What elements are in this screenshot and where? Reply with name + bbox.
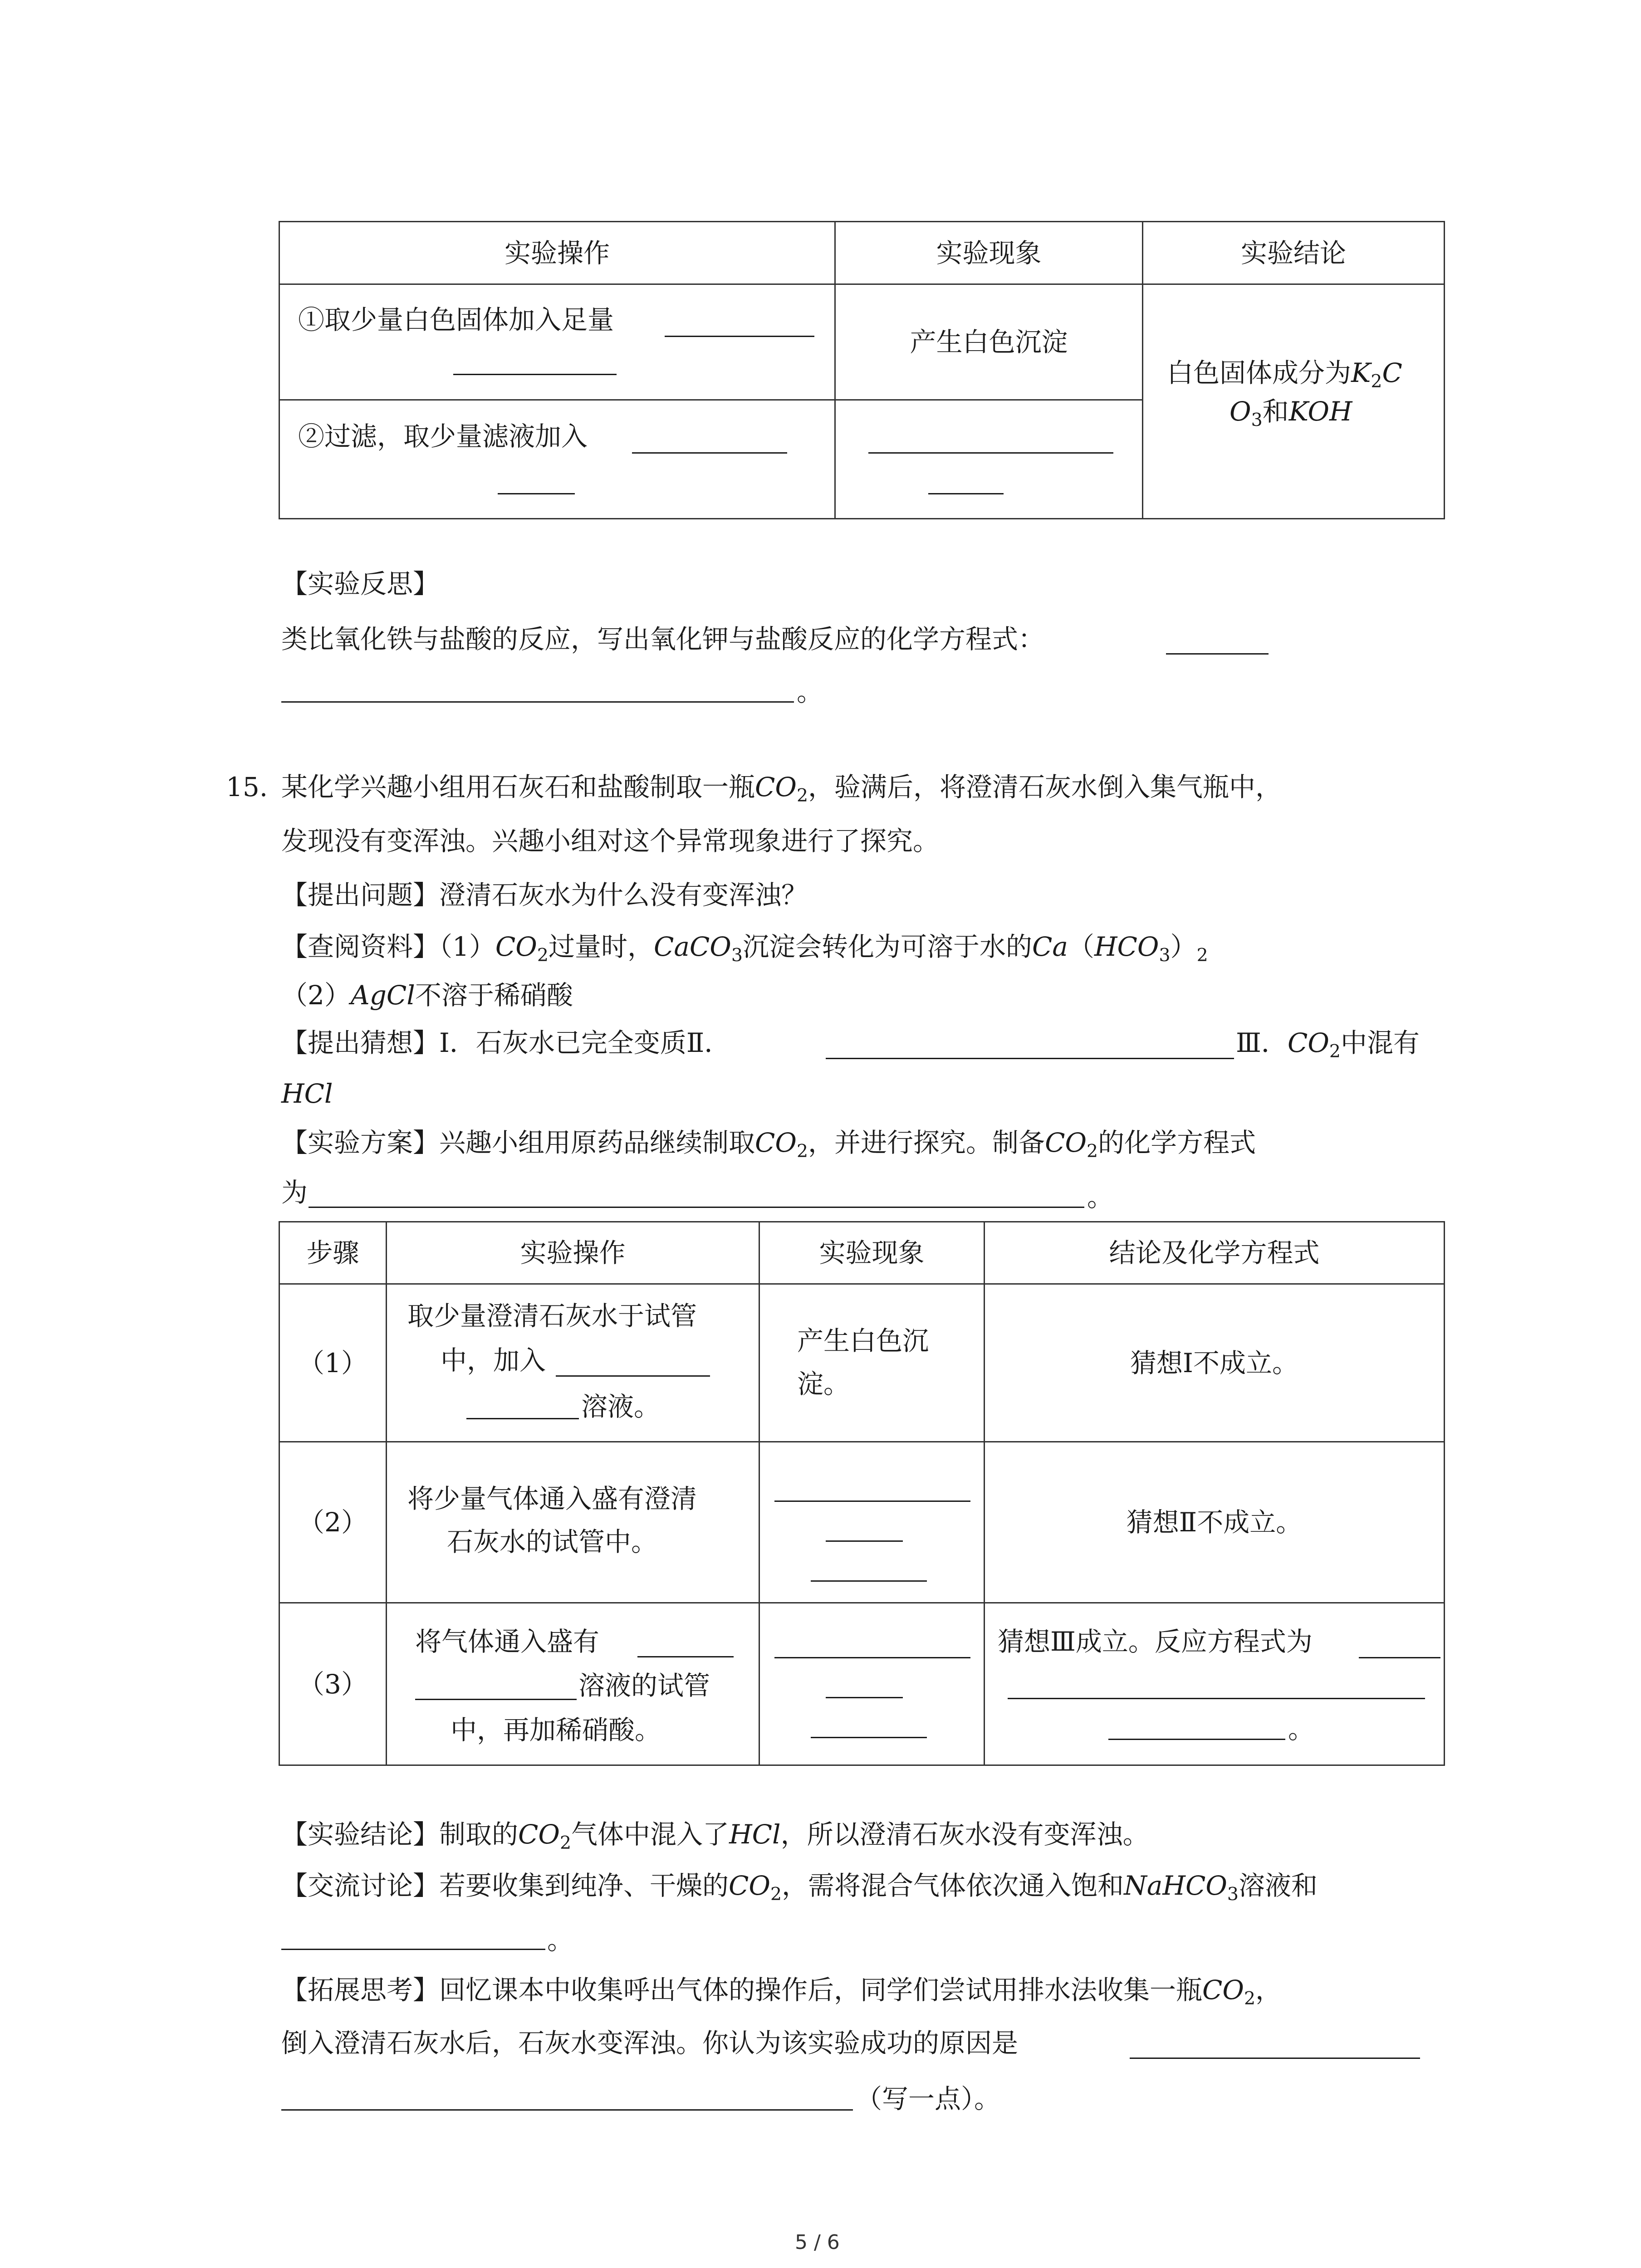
answer-blank[interactable] bbox=[309, 1207, 1084, 1208]
exchange-discussion: 【交流讨论】若要收集到纯净、干燥的$CO_2$，需将混合气体依次通入饱和NaHCO$_3$溶液和 bbox=[281, 1870, 1318, 1905]
answer-blank[interactable] bbox=[632, 452, 787, 454]
answer-blank[interactable] bbox=[811, 1737, 927, 1738]
table1-header-conclusion: 实验结论 bbox=[1143, 222, 1445, 284]
table1-row1-op-text: ①取少量白色固体加入足量 bbox=[298, 304, 614, 335]
reflection-text: 类比氧化铁与盐酸的反应，写出氧化钾与盐酸反应的化学方程式： bbox=[281, 624, 1045, 655]
q15-line2: 发现没有变浑浊。兴趣小组对这个异常现象进行了探究。 bbox=[281, 826, 940, 856]
table2-row3-step: （3） bbox=[279, 1603, 387, 1765]
table2-header-step: 步骤 bbox=[279, 1222, 387, 1284]
table1-row1-phenomenon: 产生白色沉淀 bbox=[835, 284, 1143, 400]
q15-info-1: 【查阅资料】$(1)CO_2$过量时，CaCO$_3$沉淀会转化为可溶于水的$Ca(HCO_3)_2$ bbox=[281, 931, 1208, 966]
answer-blank[interactable] bbox=[466, 1418, 579, 1419]
table2-row3-conclusion-text: 猜想Ⅲ成立。反应方程式为 bbox=[998, 1626, 1313, 1657]
q15-question: 【提出问题】澄清石灰水为什么没有变浑浊？ bbox=[281, 880, 808, 910]
answer-blank[interactable] bbox=[826, 1058, 1234, 1059]
table2-row1-operation bbox=[387, 1284, 759, 1442]
answer-blank[interactable] bbox=[1166, 653, 1269, 655]
answer-blank[interactable] bbox=[868, 452, 1113, 454]
discussion-end: 。 bbox=[547, 1925, 574, 1955]
table2-row1-op2: 中，加入 bbox=[441, 1345, 546, 1376]
table2-row3-operation bbox=[387, 1603, 759, 1765]
table2-row2-conclusion: 猜想Ⅱ不成立。 bbox=[985, 1442, 1445, 1603]
extension-thinking: 【拓展思考】回忆课本中收集呼出气体的操作后，同学们尝试用排水法收集一瓶$CO_2$， bbox=[281, 1975, 1282, 2009]
table2-header-operation: 实验操作 bbox=[387, 1222, 759, 1284]
table2-row1-op3: 溶液。 bbox=[581, 1391, 661, 1422]
extension-line2: 倒入澄清石灰水后，石灰水变浑浊。你认为该实验成功的原因是 bbox=[281, 2028, 1019, 2058]
table2-row1-conclusion: 猜想Ⅰ不成立。 bbox=[985, 1284, 1445, 1442]
reflection-end: 。 bbox=[797, 676, 823, 707]
table2-row3-op1: 将气体通入盛有 bbox=[415, 1626, 600, 1657]
answer-blank[interactable] bbox=[665, 336, 814, 337]
table1-row2-operation bbox=[279, 400, 835, 519]
table2-row1-step: （1） bbox=[279, 1284, 387, 1442]
table2-row2-op2: 石灰水的试管中。 bbox=[447, 1526, 658, 1557]
table2-row3-conclusion bbox=[985, 1603, 1445, 1765]
q15-plan-end: 。 bbox=[1087, 1182, 1114, 1212]
answer-blank[interactable] bbox=[453, 374, 617, 375]
q15-plan: 【实验方案】兴趣小组用原药品继续制取$CO_2$，并进行探究。制备$CO_2$的化学方程式 bbox=[281, 1127, 1256, 1162]
reflection-heading: 【实验反思】 bbox=[281, 568, 440, 599]
table2-row1-ph1: 产生白色沉 bbox=[797, 1325, 929, 1356]
table1-conclusion-line2: $O_3$和KOH bbox=[1230, 396, 1352, 430]
q15-guess: 【提出猜想】Ⅰ．石灰水已完全变质Ⅱ． bbox=[281, 1027, 731, 1058]
experiment-table-2 bbox=[279, 1221, 1445, 1766]
answer-blank[interactable] bbox=[1359, 1657, 1440, 1658]
page-number: 5 / 6 bbox=[795, 2231, 840, 2254]
experiment-table-1 bbox=[279, 221, 1445, 519]
table2-row2-op1: 将少量气体通入盛有澄清 bbox=[407, 1483, 697, 1514]
answer-blank[interactable] bbox=[811, 1580, 927, 1582]
answer-blank[interactable] bbox=[1108, 1739, 1285, 1740]
table2-row3-phenomenon bbox=[759, 1603, 985, 1765]
table1-conclusion-cell bbox=[1143, 284, 1445, 519]
answer-blank[interactable] bbox=[281, 1949, 545, 1950]
answer-blank[interactable] bbox=[774, 1657, 970, 1658]
answer-blank[interactable] bbox=[637, 1656, 734, 1657]
q15-guess-3: Ⅲ．$CO_2$中混有 bbox=[1236, 1027, 1420, 1062]
answer-blank[interactable] bbox=[774, 1501, 970, 1502]
extension-end: （写一点）。 bbox=[856, 2083, 1001, 2114]
q15-info-2: （2）AgCl不溶于稀硝酸 bbox=[281, 980, 573, 1011]
table1-row2-op-text: ②过滤，取少量滤液加入 bbox=[298, 421, 588, 452]
table2-row3-op3: 中，再加稀硝酸。 bbox=[451, 1715, 661, 1745]
table1-header-phenomenon: 实验现象 bbox=[835, 222, 1143, 284]
table2-row2-phenomenon bbox=[759, 1442, 985, 1603]
answer-blank[interactable] bbox=[281, 2109, 853, 2111]
table2-row3-op2: 溶液的试管 bbox=[578, 1670, 710, 1701]
table2-row1-ph2: 淀。 bbox=[797, 1369, 850, 1399]
question-number: 15. bbox=[226, 772, 268, 802]
table1-conclusion-line1: 白色固体成分为$K_2C$ bbox=[1167, 357, 1402, 392]
answer-blank[interactable] bbox=[1008, 1698, 1425, 1699]
table2-row2-step: （2） bbox=[279, 1442, 387, 1603]
table2-header-phenomenon: 实验现象 bbox=[759, 1222, 985, 1284]
table1-row1-operation bbox=[279, 284, 835, 400]
q15-hcl: HCl bbox=[281, 1078, 333, 1109]
table2-row1-op1: 取少量澄清石灰水于试管 bbox=[407, 1300, 697, 1331]
table2-row1-phenomenon bbox=[759, 1284, 985, 1442]
answer-blank[interactable] bbox=[498, 493, 575, 494]
answer-blank[interactable] bbox=[1130, 2058, 1420, 2059]
answer-blank[interactable] bbox=[415, 1699, 577, 1700]
q15-line1: 某化学兴趣小组用石灰石和盐酸制取一瓶$CO_2$，验满后，将澄清石灰水倒入集气瓶中， bbox=[281, 772, 1282, 806]
answer-blank[interactable] bbox=[826, 1540, 903, 1542]
table2-row3-conclusion-end: 。 bbox=[1288, 1714, 1315, 1745]
table2-row2-operation bbox=[387, 1442, 759, 1603]
q15-plan-2: 为 bbox=[281, 1177, 308, 1208]
answer-blank[interactable] bbox=[826, 1697, 903, 1698]
table1-header-operation: 实验操作 bbox=[279, 222, 835, 284]
answer-blank[interactable] bbox=[556, 1375, 710, 1377]
experiment-conclusion: 【实验结论】制取的$CO_2$气体中混入了HCl，所以澄清石灰水没有变浑浊。 bbox=[281, 1819, 1149, 1853]
table2-header-conclusion: 结论及化学方程式 bbox=[985, 1222, 1445, 1284]
table1-row2-phenomenon bbox=[835, 400, 1143, 519]
answer-blank[interactable] bbox=[928, 493, 1004, 494]
answer-blank[interactable] bbox=[281, 701, 794, 703]
